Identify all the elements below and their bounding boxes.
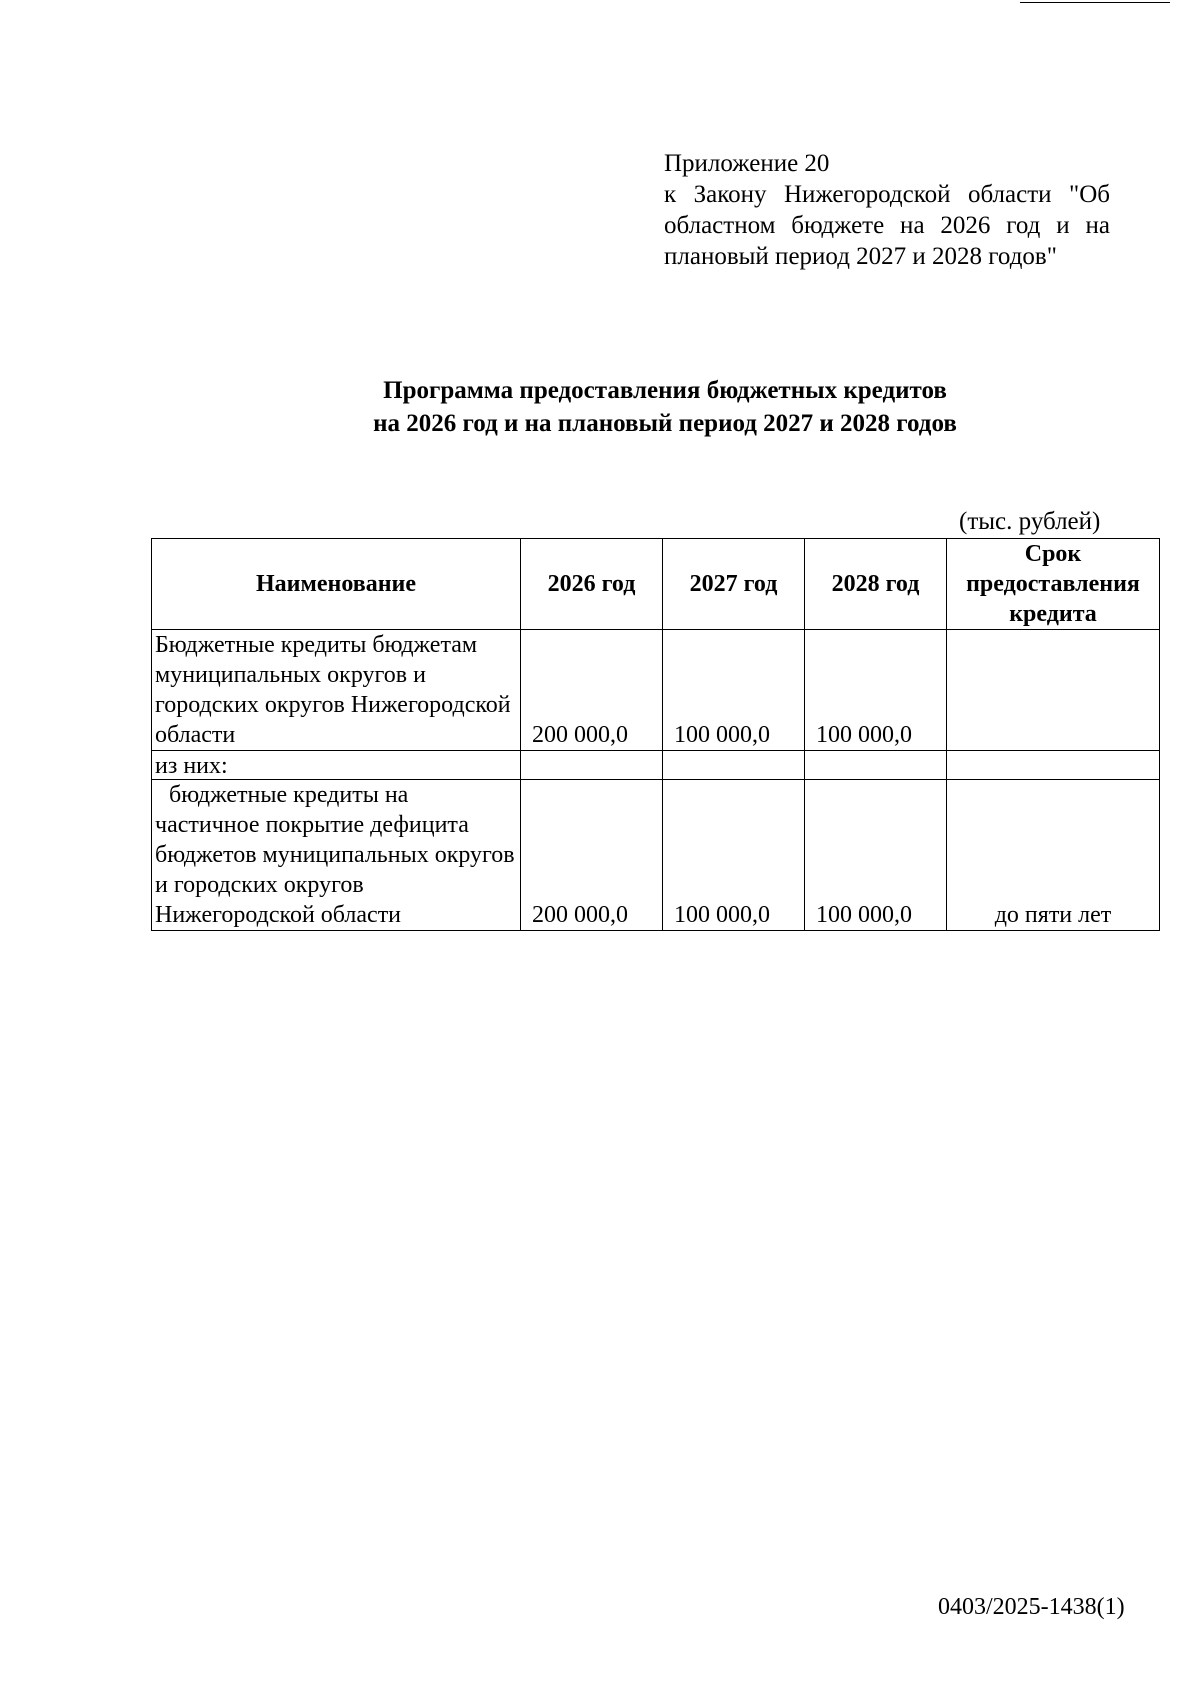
row-term	[947, 630, 1160, 751]
appendix-block	[664, 148, 1110, 272]
top-rule	[1020, 2, 1170, 3]
table-row	[152, 630, 1160, 751]
header-2026: 2026 год	[521, 539, 663, 630]
row-value-2027: 100 000,0	[663, 780, 805, 931]
row-value-2026: 200 000,0	[521, 780, 663, 931]
row-value-2027	[663, 751, 805, 780]
header-2028: 2028 год	[805, 539, 947, 630]
credits-table	[151, 538, 1160, 931]
row-value-2028	[805, 751, 947, 780]
table-row	[152, 751, 1160, 780]
table-header-row	[152, 539, 1160, 630]
table-row	[152, 780, 1160, 931]
row-value-2028: 100 000,0	[805, 780, 947, 931]
row-name-text: бюджетные кредиты на частичное покрытие дефицита бюджетов муниципальных округов и городских округов Нижегородской области	[155, 782, 515, 928]
appendix-law-reference: к Закону Нижегородской области "Об областном бюджете на 2026 год и на плановый период 2027 и 2028 годов"	[664, 181, 1110, 270]
row-value-2027: 100 000,0	[663, 630, 805, 751]
title-line-2: на 2026 год и на плановый период 2027 и 2028 годов	[373, 410, 957, 437]
header-name: Наименование	[152, 539, 521, 630]
document-title	[150, 374, 1180, 440]
header-2027: 2027 год	[663, 539, 805, 630]
title-line-1: Программа предоставления бюджетных кредитов	[383, 377, 947, 404]
units-label: (тыс. рублей)	[959, 508, 1101, 535]
row-value-2028: 100 000,0	[805, 630, 947, 751]
document-number: 0403/2025-1438(1)	[938, 1594, 1125, 1620]
row-value-2026: 200 000,0	[521, 630, 663, 751]
row-term	[947, 751, 1160, 780]
row-name	[152, 780, 521, 931]
row-name: из них:	[152, 751, 521, 780]
appendix-number: Приложение 20	[664, 150, 830, 177]
row-name: Бюджетные кредиты бюджетам муниципальных округов и городских округов Нижегородской области	[152, 630, 521, 751]
row-value-2026	[521, 751, 663, 780]
header-term: Срок предоставления кредита	[947, 539, 1160, 630]
row-term: до пяти лет	[947, 780, 1160, 931]
